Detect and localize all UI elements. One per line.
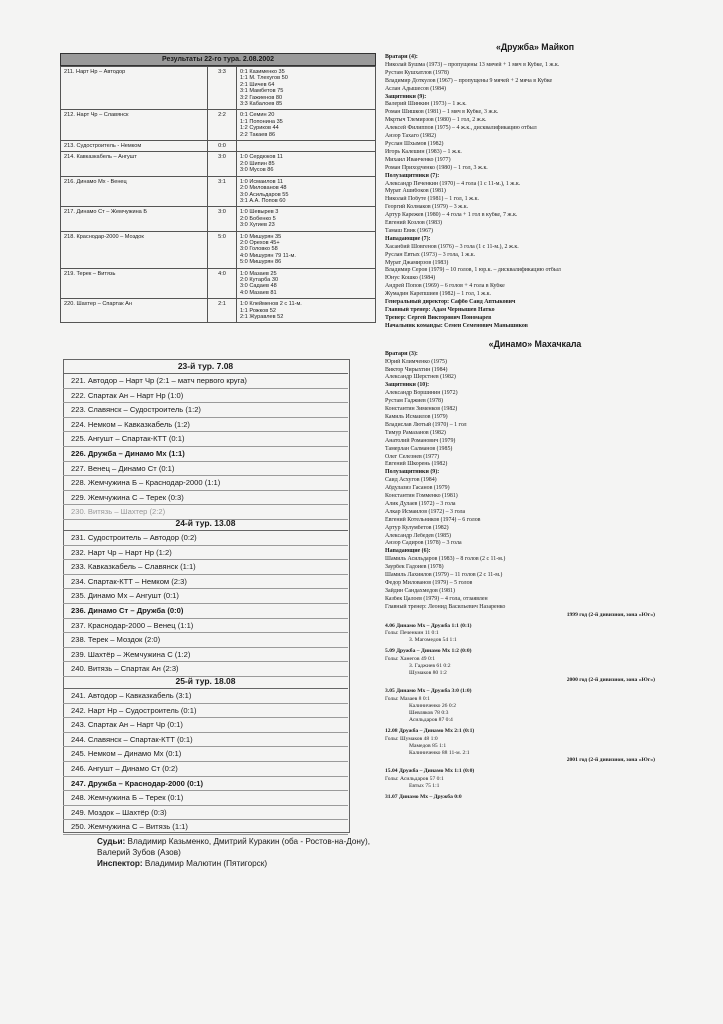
roster-line: Саид Асхугов (1984) xyxy=(385,477,437,484)
roster-line: Евгений Шкорень (1982) xyxy=(385,461,448,468)
roster-line: Абдулазиз Гасанов (1979) xyxy=(385,485,450,492)
result-score: 3:0 xyxy=(208,152,237,176)
druzhba-title: «Дружба» Майкоп xyxy=(495,42,575,52)
result-match: 216. Динамо Мх - Венец xyxy=(61,176,208,207)
fixture-row: 238. Терек – Моздок (2:0) xyxy=(63,633,348,648)
roster-line: Руслан Евтых (1973) – 3 гола, 1 ж.к. xyxy=(385,251,476,258)
dinamo-title: «Динамо» Махачкала xyxy=(488,338,582,349)
result-score: 3:0 xyxy=(208,207,237,231)
fixture-row: 234. Спартак-КТТ – Немком (2:3) xyxy=(63,575,348,590)
roster-line: Тимур Рамазанов (1982) xyxy=(385,429,446,436)
roster-heading: Вратари (4): xyxy=(385,54,418,60)
roster-line: Роман Приходченко (1980) – 1 гол, 3 ж.к. xyxy=(385,164,488,171)
result-goals: 1:0 Мазаев 25 2:0 Кутарба 30 3:0 Садаев 48 4:0 Мазаев 81 xyxy=(237,268,376,299)
roster-line: Мурат Ашибоков (1981) xyxy=(385,188,446,195)
result-match: 211. Нарт Нр – Автодор xyxy=(61,67,208,110)
roster-line: Евгений Котельников (1974) – 6 голов xyxy=(385,516,481,523)
result-match: 217. Динамо Ст – Жемчужина Б xyxy=(61,207,208,231)
result-goals: 0:1 Семин 20 1:1 Попонина 35 1:2 Суриков 44 2:2 Такаев 86 xyxy=(237,110,376,141)
roster-line: Александр Шерстнев (1982) xyxy=(385,374,456,381)
round-23 xyxy=(63,359,348,520)
fixture-row: 249. Моздок – Шахтёр (0:3) xyxy=(63,806,348,821)
fixture-row: 231. Судостроитель – Автодор (0:2) xyxy=(63,531,348,546)
result-row xyxy=(61,110,376,141)
fixture-row: 243. Спартак Ан – Нарт Чр (0:1) xyxy=(63,718,348,733)
result-goals: 1:0 Мишурян 35 2:0 Орехов 45+ 3:0 Головко 58 4:0 Мишурян 79 11-м. 5:0 Мишурян 86 xyxy=(237,231,376,268)
history-line: 15.04 Дружба – Динамо Мх 1:1 (0:0) xyxy=(385,768,475,775)
druzhba-roster xyxy=(385,54,685,331)
roster-line: Руслан Шхымов (1982) xyxy=(385,140,444,147)
history-line: Шумаков 80 1:2 xyxy=(409,670,447,677)
result-score: 3:3 xyxy=(208,67,237,110)
roster-heading: Защитники (10): xyxy=(385,382,430,389)
history-line: Калиниченко 26 0:2 xyxy=(409,702,457,709)
result-row xyxy=(61,67,376,110)
roster-line: Мкртыч Тлемирзов (1980) – 1 гол, 2 ж.к. xyxy=(385,117,487,124)
roster-line: Юрий Климченко (1975) xyxy=(385,358,447,365)
fixture-row: 245. Немком – Динамо Мх (0:1) xyxy=(63,747,348,762)
roster-line: Михаил Иванченко (1977) xyxy=(385,156,451,163)
history-line: З. Гаджиев 61 0:2 xyxy=(409,662,451,669)
roster-heading: Вратари (3): xyxy=(385,350,418,357)
history-line: Голы: Асильдаров 57 0:1 xyxy=(385,775,444,782)
rosters-column xyxy=(385,40,685,801)
history-line: 31.07 Динамо Мх – Дружба 0:0 xyxy=(385,794,462,801)
result-row xyxy=(61,207,376,231)
result-match: 213. Судостроитель - Немком xyxy=(61,141,208,152)
roster-heading: Полузащитники (7): xyxy=(385,172,440,179)
roster-heading: Главный тренер: Адам Чернышев Натко xyxy=(385,307,495,313)
fixture-row: 229. Жемчужина С – Терек (0:3) xyxy=(63,491,348,506)
roster-line: Олег Селезнев (1977) xyxy=(385,453,439,460)
history-line: Шевляков 78 0:3 xyxy=(409,710,449,717)
roster-line: Георгий Колмаков (1979) – 3 ж.к. xyxy=(385,204,469,211)
roster-line: Федор Милованов (1979) – 5 голов xyxy=(385,580,473,586)
history-line: Голы: Печенкин 11 0:1 xyxy=(385,630,439,637)
head-to-head-history xyxy=(385,612,685,802)
history-line: 2000 год (2-й дивизион, зона «Юг») xyxy=(566,677,655,684)
history-line: З. Магомедов 54 1:1 xyxy=(409,637,457,644)
inspector-line: Инспектор: Владимир Малютин (Пятигорск) xyxy=(97,859,268,868)
fixture-row: 237. Краснодар-2000 – Венец (1:1) xyxy=(63,619,348,634)
roster-line: Хасанбий Шовгенов (1976) – 3 гола (1 с 11-м.), 2 ж.к. xyxy=(385,243,519,250)
fixture-row: 242. Нарт Нр – Судостроитель (0:1) xyxy=(63,704,348,719)
fixture-row: 239. Шахтёр – Жемчужина С (1:2) xyxy=(63,648,348,663)
round-25-title: 25-й тур. 18.08 xyxy=(63,674,348,689)
roster-line: Мурат Джамирзов (1983) xyxy=(385,259,449,266)
result-goals: 1:0 Шевырев 3 2:0 Бобенко 5 3:0 Хугиев 23 xyxy=(237,207,376,231)
history-line: 4.06 Динамо Мх – Дружба 1:1 (0:1) xyxy=(385,622,472,629)
fixture-row: 227. Венец – Динамо Ст (0:1) xyxy=(63,462,348,477)
round-24 xyxy=(63,516,348,677)
round-25 xyxy=(63,674,348,835)
history-line: 5.09 Дружба – Динамо Мх 1:2 (0:0) xyxy=(385,648,472,655)
roster-line: Николай Побуте (1981) – 1 гол, 1 ж.к. xyxy=(385,196,479,203)
roster-line: Жумадин Карепшиев (1982) – 1 гол, 1 ж.к. xyxy=(385,291,491,298)
roster-line: Алик Дулаев (1972) – 3 гола xyxy=(385,500,456,507)
results-22-title: Результаты 22-го тура. 2.08.2002 xyxy=(60,53,376,66)
fixture-row: 224. Немком – Кавказкабель (1:2) xyxy=(63,418,348,433)
roster-line: Заурбек Гадоиев (1978) xyxy=(385,564,444,571)
roster-line: Валерий Шинкин (1973) – 1 ж.к. xyxy=(385,101,467,108)
fixture-row: 244. Славянск – Спартак-КТТ (0:1) xyxy=(63,733,348,748)
fixture-row: 232. Нарт Чр – Нарт Нр (1:2) xyxy=(63,546,348,561)
roster-heading: Генеральный директор: Сафбо Саид Аптыкович xyxy=(385,299,516,306)
result-score: 2:1 xyxy=(208,299,237,323)
result-score: 0:0 xyxy=(208,141,237,152)
roster-heading: Полузащитники (9): xyxy=(385,469,440,476)
result-match: 214. Кавказкабель – Ангушт xyxy=(61,152,208,176)
result-goals: 1:0 Клейменов 2 с 11-м. 1:1 Рожков 52 2:1 Журавлев 52 xyxy=(237,299,376,323)
roster-line: Алкар Исмаилов (1972) – 3 гола xyxy=(385,508,466,515)
result-goals: 1:0 Сердюков 11 2:0 Шипин 85 3:0 Мусов 86 xyxy=(237,152,376,176)
result-row xyxy=(61,141,376,152)
result-score: 4:0 xyxy=(208,268,237,299)
roster-line: Андрей Попов (1969) – 6 голов + 4 гола в Кубке xyxy=(385,283,505,290)
dinamo-roster xyxy=(385,351,685,612)
result-score: 5:0 xyxy=(208,231,237,268)
roster-heading: Нападающие (6): xyxy=(385,548,431,555)
roster-line: Николай Бушма (1973) – пропущены 13 мячей + 1 мяч в Кубке, 1 ж.к. xyxy=(385,61,560,68)
fixture-row: 236. Динамо Ст – Дружба (0:0) xyxy=(63,604,348,619)
roster-line: Тамерлан Салманов (1985) xyxy=(385,445,453,452)
result-score: 3:1 xyxy=(208,176,237,207)
history-line: 3.05 Динамо Мх – Дружба 3:0 (1:0) xyxy=(385,688,472,695)
roster-heading: Тренер: Сергей Викторович Пономарев xyxy=(385,314,492,321)
fixture-row: 240. Витязь – Спартак Ан (2:3) xyxy=(63,662,348,677)
roster-line: Александр Воршинин (1972) xyxy=(385,390,458,397)
fixture-row: 230. Витязь – Шахтер (2:2) xyxy=(63,505,348,520)
results-22-block xyxy=(60,53,376,323)
fixture-row: 228. Жемчужина Б – Краснодар-2000 (1:1) xyxy=(63,476,348,491)
history-line: 12.08 Дружба – Динамо Мх 2:1 (0:1) xyxy=(385,728,475,735)
roster-line: Тамаш Евик (1967) xyxy=(385,227,433,234)
fixture-row: 225. Ангушт – Спартак-КТТ (0:1) xyxy=(63,432,348,447)
roster-line: Виктор Чирыхтин (1984) xyxy=(385,366,448,373)
result-goals: 1:0 Исмаилов 11 2:0 Милованов 48 3:0 Асильдаров 55 3:1 А.А. Попов 60 xyxy=(237,176,376,207)
fixture-row: 222. Спартак Ан – Нарт Нр (1:0) xyxy=(63,389,348,404)
history-line: Голы: Ханегов 49 0:1 xyxy=(385,655,436,662)
history-line: Голы: Шумаков 48 1:0 xyxy=(385,735,438,742)
results-22-table xyxy=(60,66,376,323)
roster-line: Константин Зименков (1982) xyxy=(385,406,458,413)
roster-line: Александр Печенкин (1970) – 4 гола (1 с 11-м.), 1 ж.к. xyxy=(385,180,521,187)
fixture-row: 223. Славянск – Судостроитель (1:2) xyxy=(63,403,348,418)
history-line: Асильдаров 87 0:4 xyxy=(409,717,453,724)
result-match: 219. Терек – Витязь xyxy=(61,268,208,299)
roster-line: Константин Гомменко (1981) xyxy=(385,493,458,500)
roster-line: Артур Карежев (1980) – 4 гола + 1 гол в кубке, 7 ж.к. xyxy=(385,212,518,219)
fixture-row: 248. Жемчужина Б – Терек (0:1) xyxy=(63,791,348,806)
result-match: 212. Нарт Чр – Славянск xyxy=(61,110,208,141)
roster-line: Владимир Серов (1979) – 10 голов, 1 юр.к. – дисквалификацию отбыл xyxy=(385,267,561,274)
roster-line: Рустам Гаджиев (1978) xyxy=(385,398,443,405)
roster-line: Шамиль Лахиялов (1979) – 11 голов (2 с 11-м.) xyxy=(385,572,503,579)
history-line: Калиниченко 88 11-м. 2:1 xyxy=(409,750,470,757)
roster-line: Роман Шишков (1981) – 1 мяч в Кубке, 3 ж.к. xyxy=(385,109,499,116)
roster-line: Владислав Лютый (1970) – 1 гол xyxy=(385,421,467,428)
roster-line: Рустам Кушхатлов (1978) xyxy=(385,69,449,76)
fixture-row: 250. Жемчужина С – Витязь (1:1) xyxy=(63,820,348,835)
roster-line: Юнус Кошко (1984) xyxy=(385,275,436,282)
history-line: Голы: Мазаев 8 0:1 xyxy=(385,695,430,702)
result-row xyxy=(61,299,376,323)
roster-line: Казбек Цалоев (1979) – 4 гола, отзаявлен xyxy=(385,595,488,602)
result-row xyxy=(61,268,376,299)
roster-line: Игорь Калешин (1983) – 1 ж.к. xyxy=(385,148,462,155)
history-line: 2001 год (2-й дивизион, зона «Юг») xyxy=(566,757,655,764)
fixture-row: 241. Автодор – Кавказкабель (3:1) xyxy=(63,689,348,704)
history-line: Мамедов 85 1:1 xyxy=(409,742,447,749)
officials xyxy=(97,836,377,869)
history-line: Евтых 75 1:1 xyxy=(409,782,440,789)
round-24-title: 24-й тур. 13.08 xyxy=(63,516,348,531)
result-row xyxy=(61,176,376,207)
result-row xyxy=(61,231,376,268)
roster-line: Евгений Козлов (1983) xyxy=(385,220,443,227)
fixture-row: 246. Ангушт – Динамо Ст (0:2) xyxy=(63,762,348,777)
roster-line: Аслан Адышесов (1984) xyxy=(385,85,446,92)
roster-line: Анатолий Романович (1979) xyxy=(385,437,456,444)
referees-line: Судьи: Владимир Казьменко, Дмитрий Куракин (оба - Ростов-на-Дону), Валерий Зубов (Азов) xyxy=(97,837,371,857)
roster-line: Алексей Филиппов (1975) – 4 ж.к., дисквалификацию отбыл xyxy=(385,125,537,132)
roster-line: Анзор Тахаго (1982) xyxy=(385,133,437,140)
roster-line: Артур Кулумбетов (1982) xyxy=(385,524,449,531)
result-goals: 0:1 Казименко 35 1:1 М. Тлехугов 50 2:1 Шичев 64 3:1 Мамбетов 75 3:2 Гажиенов 80 3:3 Кабалоев 85 xyxy=(237,67,376,110)
result-score: 2:2 xyxy=(208,110,237,141)
fixture-row: 235. Динамо Мх – Ангушт (0:1) xyxy=(63,589,348,604)
roster-line: Главный тренер: Леонид Васильевич Назаренко xyxy=(385,603,506,610)
roster-heading: Нападающие (7): xyxy=(385,235,431,242)
roster-line: Владимир Доткулов (1967) – пропущены 9 мячей + 2 мяча в Кубке xyxy=(385,77,553,84)
history-line: 1999 год (2-й дивизион, зона «Юг») xyxy=(566,611,655,618)
roster-line: Камиль Исмаилов (1979) xyxy=(385,413,448,420)
fixture-row: 247. Дружба – Краснодар-2000 (0:1) xyxy=(63,777,348,792)
roster-line: Александр Лебедев (1985) xyxy=(385,532,451,539)
roster-line: Анзор Садиров (1978) – 3 гола xyxy=(385,540,462,547)
result-match: 218. Краснодар-2000 – Моздок xyxy=(61,231,208,268)
result-goals xyxy=(237,141,376,152)
fixture-row: 233. Кавказкабель – Славянск (1:1) xyxy=(63,560,348,575)
result-row xyxy=(61,152,376,176)
fixture-row: 221. Автодор – Нарт Чр (2:1 – матч первого круга) xyxy=(63,374,348,389)
roster-line: Зайдин Сандахмедов (1981) xyxy=(385,587,455,594)
roster-heading: Защитники (9): xyxy=(385,93,427,100)
result-match: 220. Шахтер – Спартак Ан xyxy=(61,299,208,323)
roster-line: Шамиль Асильдаров (1983) – 8 голов (2 с 11-м.) xyxy=(385,556,506,563)
roster-heading: Начальник команды: Семен Семенович Манышиков xyxy=(385,322,528,329)
round-23-title: 23-й тур. 7.08 xyxy=(63,359,348,374)
fixture-row: 226. Дружба – Динамо Мх (1:1) xyxy=(63,447,348,462)
